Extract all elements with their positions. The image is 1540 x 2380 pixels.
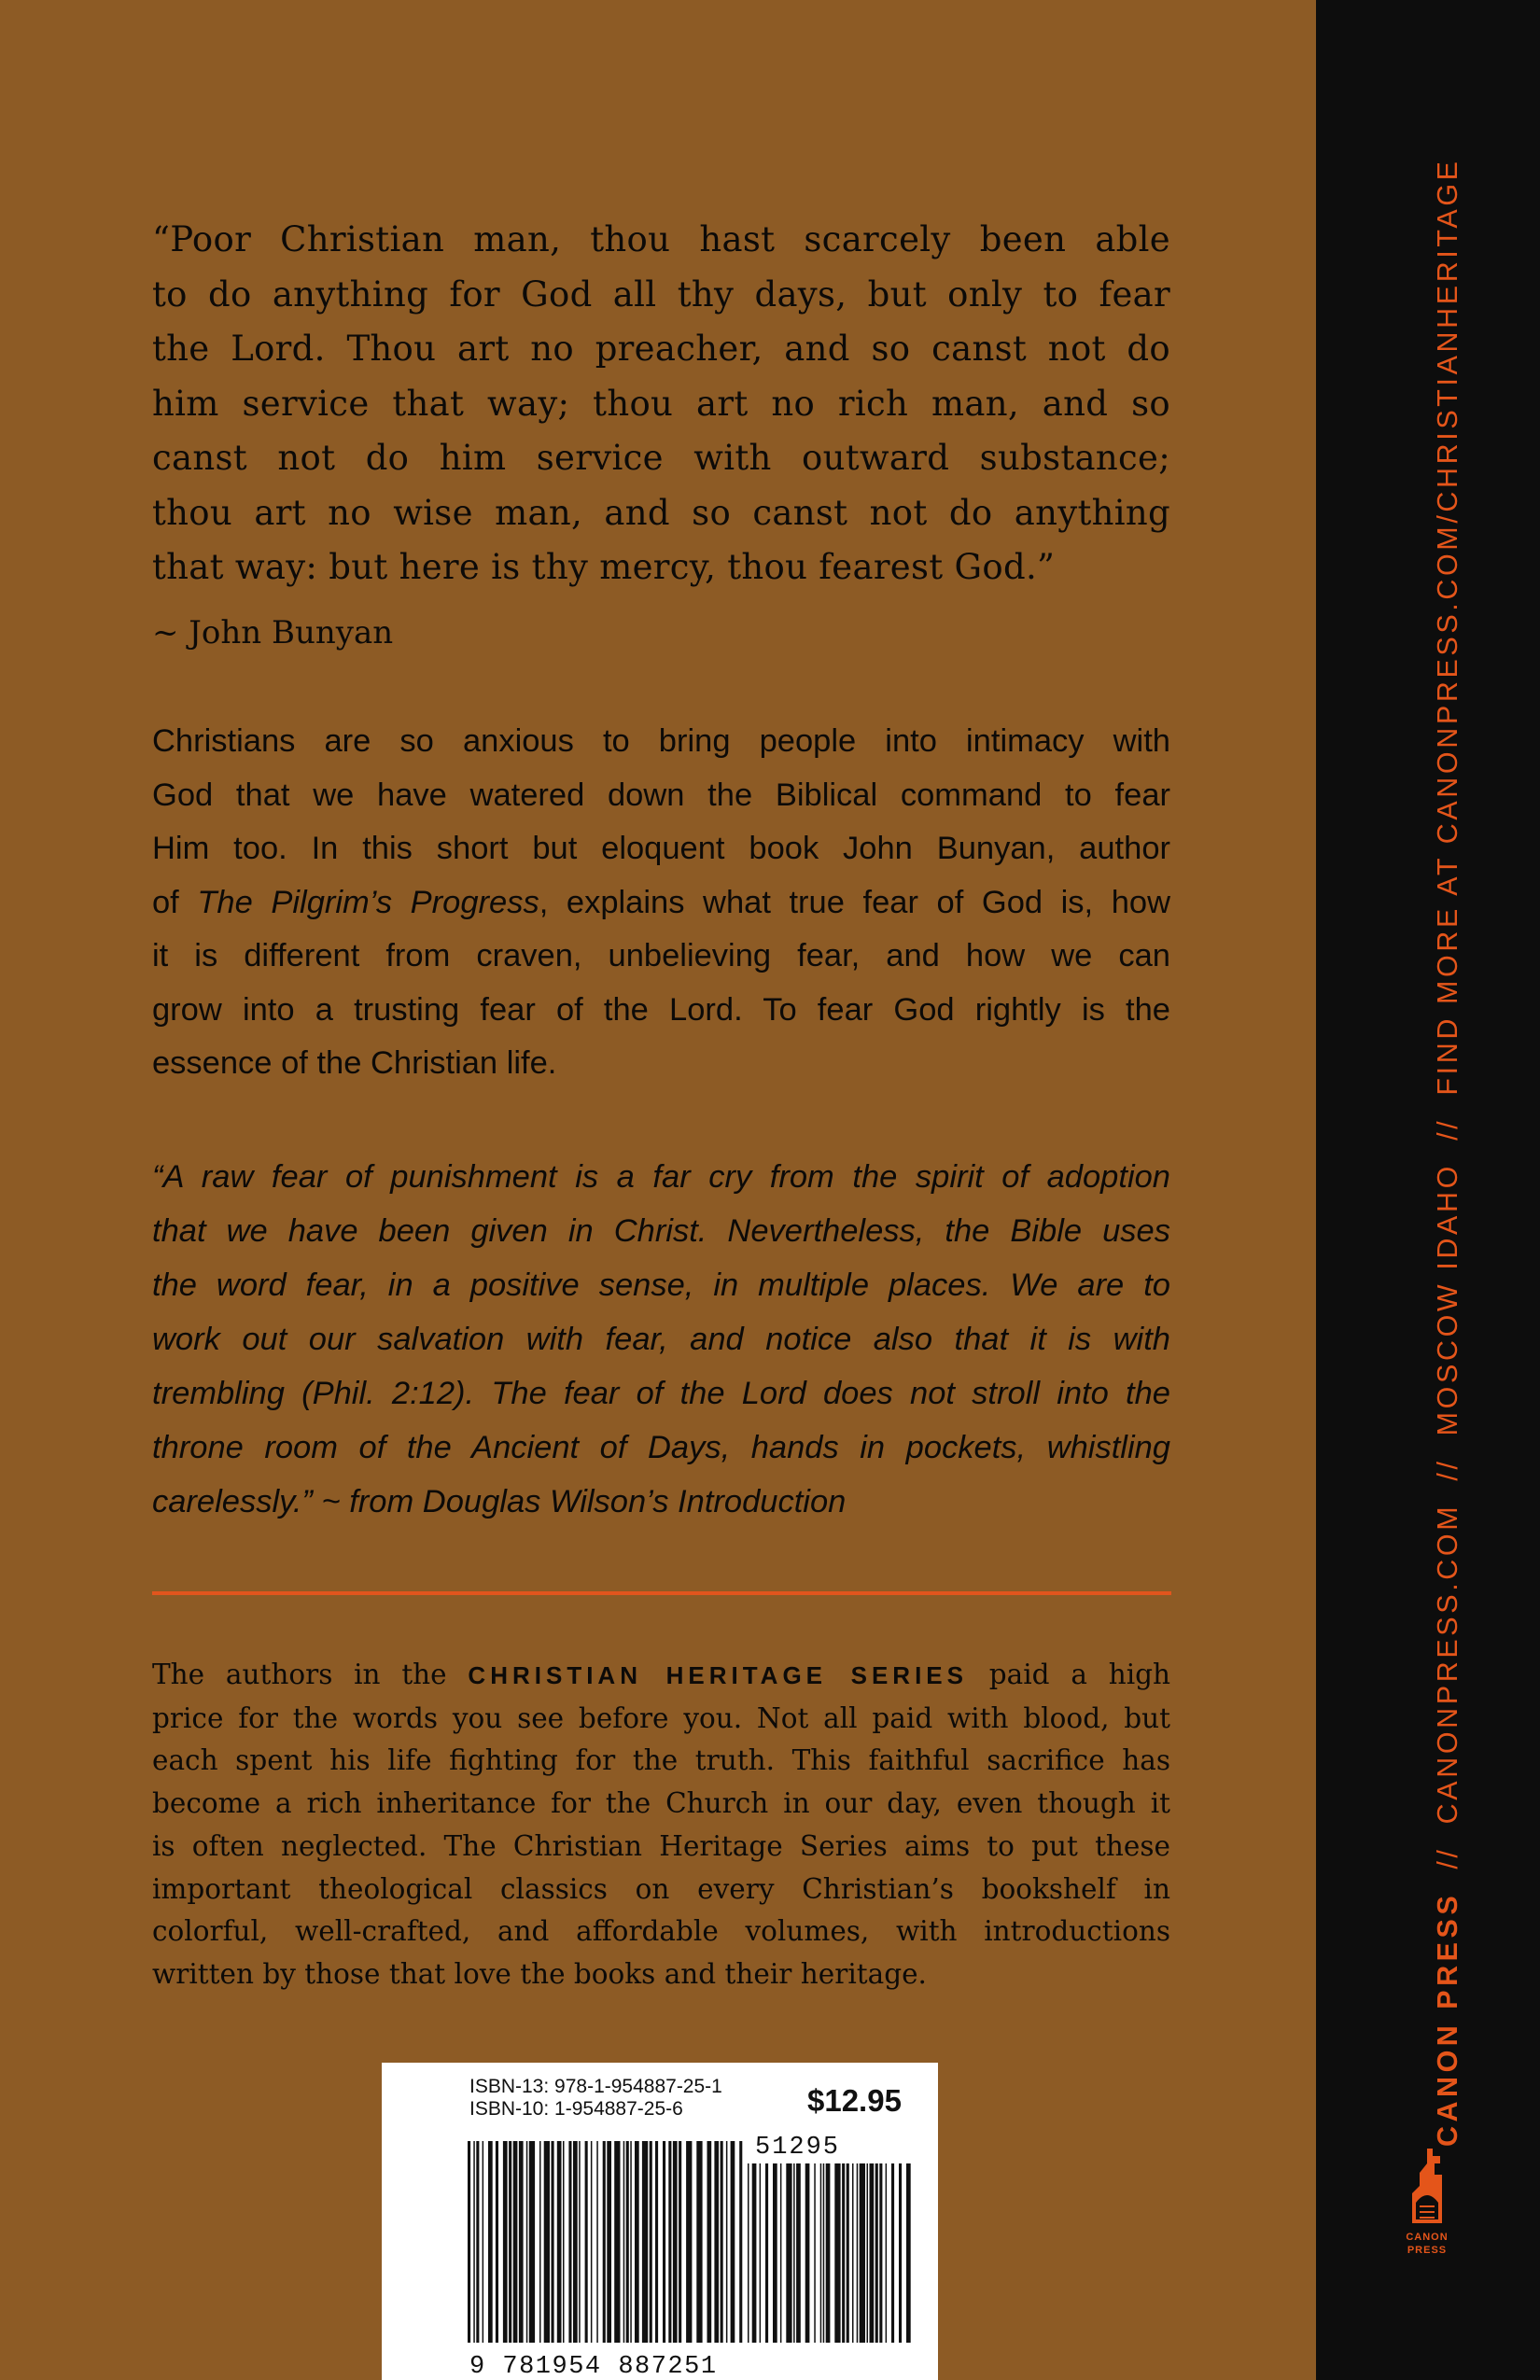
intro-line: trembling (Phil. 2:12). The fear of the Lord does not stroll into the [152, 1376, 1170, 1411]
addon-bar [852, 2163, 854, 2343]
barcode-box [382, 2063, 938, 2380]
description-line: Him too. In this short but eloquent book John Bunyan, author [152, 831, 1170, 866]
series-name: CHRISTIAN HERITAGE SERIES [468, 1661, 968, 1689]
addon-bar [906, 2163, 911, 2343]
barcode-bar [539, 2141, 541, 2343]
barcode-bar [509, 2141, 511, 2343]
series-line [152, 1654, 1170, 1698]
spine [1316, 0, 1540, 2380]
series-text: paid a high [968, 1659, 1171, 1690]
barcode-bar [731, 2141, 735, 2343]
barcode-bar [603, 2141, 606, 2343]
barcode-bar [630, 2141, 632, 2343]
barcode-bar [714, 2141, 719, 2343]
barcode-bar [488, 2141, 493, 2343]
addon-bar [765, 2163, 768, 2343]
quote-line: canst not do him service with outward substance; [152, 438, 1170, 478]
addon-bar [820, 2163, 822, 2343]
quote-line: thou art no wise man, and so canst not do anything [152, 492, 1170, 533]
barcode-bar [529, 2141, 535, 2343]
addon-bar [748, 2163, 749, 2343]
barcode-bar [655, 2141, 658, 2343]
addon-bar [796, 2163, 801, 2343]
addon-bar [752, 2163, 757, 2343]
addon-bar [793, 2163, 795, 2343]
series-line: is often neglected. The Christian Heritage Series aims to put these [152, 1829, 1170, 1862]
book-title: The Pilgrim’s Progress [197, 884, 539, 920]
price: $12.95 [807, 2083, 902, 2118]
description-text: of [152, 884, 198, 920]
barcode-bar [468, 2141, 470, 2343]
barcode-bar [635, 2141, 639, 2343]
barcode-bar [513, 2141, 518, 2343]
barcode-bar [721, 2141, 723, 2343]
barcode-bar [726, 2141, 728, 2343]
barcode-bar [707, 2141, 712, 2343]
addon-bar [805, 2163, 810, 2343]
addon-bar [886, 2163, 888, 2343]
series-blurb [152, 1654, 1170, 1996]
barcode-bar [519, 2141, 524, 2343]
barcode-bar [573, 2141, 578, 2343]
description-line [152, 876, 1170, 931]
addon-bar [814, 2163, 816, 2343]
book-description [152, 715, 1170, 1091]
logo-text: CANON [1406, 2232, 1449, 2243]
barcode-bar [663, 2141, 665, 2343]
barcode-bar [596, 2141, 598, 2343]
barcode-bar [686, 2141, 692, 2343]
description-text: , explains what true fear of God is, how [539, 884, 1171, 920]
series-line: become a rich inheritance for the Church in our day, even though it [152, 1787, 1170, 1820]
description-line: essence of the Christian life. [152, 1045, 557, 1081]
addon-bar [780, 2163, 782, 2343]
bunyan-quote [152, 213, 1170, 595]
description-line: God that we have watered down the Biblical command to fear [152, 777, 1170, 813]
description-line: it is different from craven, unbelieving fear, and how we can [152, 938, 1170, 973]
barcode-bar [544, 2141, 550, 2343]
barcode-bar [607, 2141, 611, 2343]
barcode-bar [496, 2141, 498, 2343]
addon-bar [891, 2163, 894, 2343]
series-line: price for the words you see before you. Not all paid with blood, but [152, 1701, 1170, 1734]
addon-bar [786, 2163, 791, 2343]
addon-bar [879, 2163, 882, 2343]
addon-bar [823, 2163, 825, 2343]
quote-line: him service that way; thou art no rich man, and so [152, 383, 1170, 424]
barcode-bar [552, 2141, 554, 2343]
addon-bar [760, 2163, 762, 2343]
quote-attribution: ~ John Bunyan [152, 614, 394, 651]
barcode-bar [473, 2141, 475, 2343]
barcode-bar [591, 2141, 593, 2343]
barcode-bar [642, 2141, 648, 2343]
price-code: 51295 [755, 2134, 841, 2162]
publisher-name: CANON PRESS [1432, 1891, 1463, 2147]
quote-line: the Lord. Thou art no preacher, and so canst not do [152, 329, 1170, 369]
isbn13: ISBN-13: 978-1-954887-25-1 [469, 2076, 722, 2097]
barcode-bar [614, 2141, 620, 2343]
addon-bar [826, 2163, 831, 2343]
description-line: grow into a trusting fear of the Lord. To fear God rightly is the [152, 991, 1170, 1028]
series-line: written by those that love the books and their heritage. [152, 1957, 927, 1990]
addon-bar [857, 2163, 859, 2343]
divider [152, 1591, 1171, 1595]
isbn10: ISBN-10: 1-954887-25-6 [469, 2098, 683, 2120]
ean-digits: 9 781954 887251 [469, 2353, 718, 2380]
barcode-bar [673, 2141, 678, 2343]
barcode-bar [679, 2141, 681, 2343]
barcode-bar [623, 2141, 625, 2343]
barcode-bar [650, 2141, 652, 2343]
barcode-bar [526, 2141, 528, 2343]
barcode-bar [557, 2141, 562, 2343]
barcode-bar [476, 2141, 479, 2343]
canon-press-logo [1399, 2147, 1455, 2268]
series-line: important theological classics on every Christian’s bookshelf in [152, 1872, 1170, 1905]
barcode-bar [696, 2141, 702, 2343]
quote-line: “Poor Christian man, thou hast scarcely been able [152, 219, 1170, 259]
addon-bar [860, 2163, 865, 2343]
barcode-bar [563, 2141, 565, 2343]
barcode-graphic [382, 2063, 938, 2380]
addon-bar [870, 2163, 875, 2343]
addon-bar [842, 2163, 845, 2343]
addon-bar [834, 2163, 840, 2343]
spine-text [1432, 158, 1464, 2147]
series-line: each spent his life fighting for the truth. This faithful sacrifice has [152, 1744, 1170, 1777]
intro-line: that we have been given in Christ. Nevertheless, the Bible uses [152, 1213, 1170, 1249]
series-line: colorful, well-crafted, and affordable volumes, with introductions [152, 1915, 1170, 1948]
addon-bar [875, 2163, 878, 2343]
quote-line: that way: but here is thy mercy, thou fearest God.” [152, 547, 1056, 587]
logo-text: PRESS [1407, 2245, 1448, 2256]
description-line: Christians are so anxious to bring people into intimacy with [152, 723, 1170, 759]
series-text: The authors in the [152, 1659, 469, 1690]
barcode-bar [739, 2141, 742, 2343]
barcode-bar [568, 2141, 571, 2343]
barcode-bar [626, 2141, 629, 2343]
intro-line: the word fear, in a positive sense, in multiple places. We are to [152, 1267, 1170, 1303]
addon-bar [847, 2163, 849, 2343]
addon-bar [773, 2163, 777, 2343]
spine-links: // CANONPRESS.COM // MOSCOW IDAHO // FIND MORE AT CANONPRESS.COM/CHRISTIANHERITAGE [1432, 158, 1463, 1892]
intro-line: work out our salvation with fear, and notice also that it is with [152, 1322, 1170, 1357]
intro-line: throne room of the Ancient of Days, hands in pockets, whistling [152, 1430, 1170, 1465]
barcode-bar [579, 2141, 581, 2343]
barcode-bar [503, 2141, 508, 2343]
addon-bar [899, 2163, 902, 2343]
introduction-quote [152, 1150, 1170, 1529]
barcode-bar [585, 2141, 588, 2343]
addon-bar [867, 2163, 869, 2343]
barcode-bar [483, 2141, 484, 2343]
intro-line: “A raw fear of punishment is a far cry from the spirit of adoption [152, 1159, 1170, 1195]
barcode-bar [668, 2141, 671, 2343]
intro-line: carelessly.” ~ from Douglas Wilson’s Introduction [152, 1484, 847, 1519]
quote-line: to do anything for God all thy days, but only to fear [152, 273, 1170, 315]
